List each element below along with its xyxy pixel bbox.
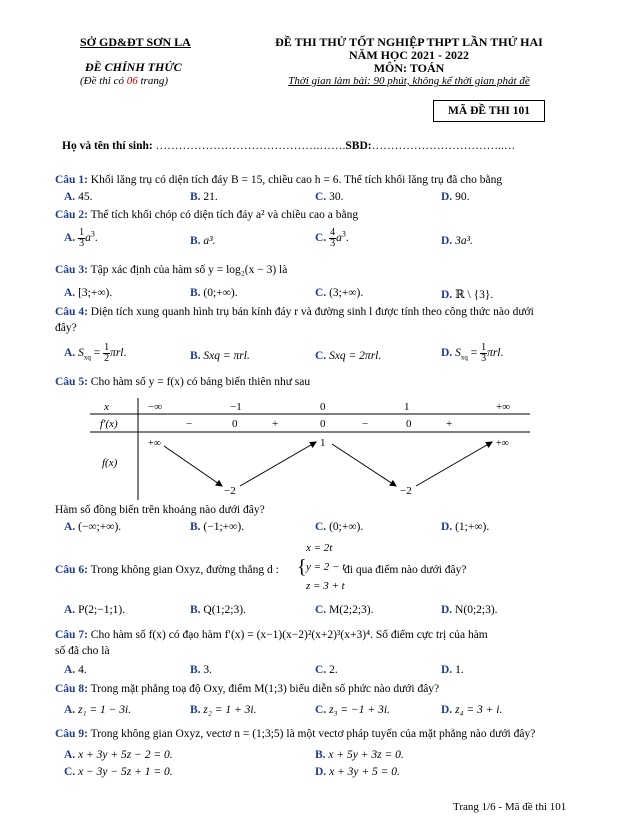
q5-option-c: C. (0;+∞). — [315, 521, 364, 533]
bbt-arrow-up-2 — [416, 442, 492, 486]
q7-option-a: A. 4. — [64, 664, 87, 676]
question-1: Câu 1: Khối lăng trụ có diện tích đáy B = 15, chiều cao h = 6. Thể tích khối lăng trụ đã cho bằng — [55, 174, 503, 186]
q3-option-a: A. [3;+∞). — [64, 287, 113, 299]
exam-code-box: MÃ ĐỀ THI 101 — [433, 100, 545, 122]
page-count: (Đề thi có 06 trang) — [80, 75, 168, 87]
q3-option-c: C. (3;+∞). — [315, 287, 364, 299]
exam-duration: Thời gian làm bài: 90 phút, không kể thời gian phát đề — [288, 75, 530, 87]
bbt-f-label: f(x) — [102, 457, 118, 469]
bbt-x2: 0 — [320, 401, 326, 413]
bbt-f3: −2 — [400, 485, 412, 497]
q9-option-a: A. x + 3y + 5z − 2 = 0. — [64, 749, 173, 761]
q2-option-b: B. a³. — [190, 235, 216, 247]
bbt-sign-4: − — [362, 418, 369, 430]
question-5-ask: Hàm số đồng biến trên khoảng nào dưới đây? — [55, 504, 265, 516]
bbt-x4: +∞ — [496, 401, 511, 413]
bbt-x3: 1 — [404, 401, 410, 413]
system-eq-1: x = 2t — [306, 542, 333, 554]
q2-option-c: C. $\frac{4}{3}$ $a^3$. — [315, 227, 349, 249]
bbt-f4: +∞ — [496, 438, 509, 449]
system-brace: { — [297, 556, 307, 578]
question-8: Câu 8: Trong mặt phẳng toạ độ Oxy, điểm M(1;3) biểu diễn số phức nào dưới đây? — [55, 683, 440, 695]
question-7: Câu 7: Cho hàm số f(x) có đạo hàm f′(x) = (x−1)(x−2)²(x+2)³(x+3)⁴. Số điểm cực trị của hàm — [55, 629, 488, 641]
q1-option-d: D. 90. — [441, 191, 470, 203]
bbt-sign-6: + — [446, 418, 453, 430]
bbt-fp-label: f′(x) — [100, 418, 118, 430]
question-6-tail: đi qua điểm nào dưới đây? — [344, 564, 467, 576]
bbt-x0: −∞ — [148, 401, 163, 413]
system-eq-2: y = 2 − t — [306, 561, 346, 573]
bbt-sign-2: + — [272, 418, 279, 430]
bbt-x1: −1 — [230, 401, 242, 413]
q2-option-d: D. 3a³. — [441, 235, 473, 247]
bbt-f0: +∞ — [148, 438, 161, 449]
q9-option-b: B. x + 5y + 3z = 0. — [315, 749, 404, 761]
q4-option-a: A. $S_{xq}$ = $\frac{1}{2}$ πrl. — [64, 342, 127, 364]
q7-option-c: C. 2. — [315, 664, 338, 676]
question-4: Câu 4: Diện tích xung quanh hình trụ bán kính đáy r và đường sinh l được tính theo công thức nào dưới — [55, 306, 534, 318]
q8-option-d: D. z₄ = 3 + i. — [441, 704, 503, 716]
question-5: Câu 5: Cho hàm số y = f(x) có bảng biến thiên như sau — [55, 376, 311, 388]
q1-option-a: A. 45. — [64, 191, 93, 203]
bbt-sign-5: 0 — [406, 418, 412, 430]
q6-option-a: A. P(2;−1;1). — [64, 604, 126, 616]
q6-option-b: B. Q(1;2;3). — [190, 604, 246, 616]
bbt-sign-1: 0 — [232, 418, 238, 430]
system-eq-3: z = 3 + t — [306, 580, 345, 592]
bbt-sign-3: 0 — [320, 418, 326, 430]
q8-option-a: A. z₁ = 1 − 3i. — [64, 704, 132, 716]
q4-option-b: B. Sxq = πrl. — [190, 350, 250, 362]
question-6: Câu 6: Trong không gian Oxyz, đường thẳng d : — [55, 564, 279, 576]
q5-option-b: B. (−1;+∞). — [190, 521, 245, 533]
q5-option-a: A. (−∞;+∞). — [64, 521, 122, 533]
official-label: ĐỀ CHÍNH THỨC — [85, 60, 182, 74]
q9-option-d: D. x + 3y + 5 = 0. — [315, 766, 400, 778]
question-2: Câu 2: Thể tích khối chóp có diện tích đáy a² và chiều cao a bằng — [55, 209, 359, 221]
page-footer: Trang 1/6 - Mã đề thi 101 — [453, 801, 567, 813]
q9-option-c: C. x − 3y − 5z + 1 = 0. — [64, 766, 173, 778]
q2-option-a: A. $\frac{1}{3}$ $a^3$. — [64, 227, 98, 249]
q7-option-d: D. 1. — [441, 664, 464, 676]
q6-option-d: D. N(0;2;3). — [441, 604, 498, 616]
q8-option-c: C. z₃ = −1 + 3i. — [315, 704, 390, 716]
q1-option-b: B. 21. — [190, 191, 218, 203]
bbt-f2: 1 — [320, 437, 326, 449]
exam-title: ĐỀ THI THỬ TỐT NGHIỆP THPT LẦN THỨ HAI — [275, 35, 543, 49]
school-year: NĂM HỌC 2021 - 2022 — [349, 48, 469, 62]
q7-option-b: B. 3. — [190, 664, 213, 676]
bbt-x-label: x — [104, 401, 109, 413]
q4-option-c: C. Sxq = 2πrl. — [315, 350, 382, 362]
variation-table — [90, 398, 530, 500]
bbt-arrow-down-1 — [164, 446, 222, 486]
q8-option-b: B. z₂ = 1 + 3i. — [190, 704, 257, 716]
question-9: Câu 9: Trong không gian Oxyz, vectơ n = (1;3;5) là một vectơ pháp tuyến của mặt phẳng nào dưới đây? — [55, 728, 536, 740]
candidate-line: Họ và tên thí sinh: …………………………………….…….SBD:……………………………..… — [62, 140, 516, 152]
bbt-f1: −2 — [224, 485, 236, 497]
department-name: SỞ GD&ĐT SƠN LA — [80, 35, 191, 49]
bbt-arrow-up-1 — [240, 442, 316, 486]
q4-option-d: D. $S_{xq}$ = $\frac{1}{3}$ πrl. — [441, 342, 504, 364]
bbt-arrow-down-2 — [332, 444, 396, 486]
q3-option-d: D. ℝ \ {3}. — [441, 289, 494, 301]
question-7-cont: số đã cho là — [55, 645, 110, 657]
q3-option-b: B. (0;+∞). — [190, 287, 238, 299]
bbt-sign-0: − — [186, 418, 193, 430]
subject: MÔN: TOÁN — [373, 61, 445, 75]
q1-option-c: C. 30. — [315, 191, 344, 203]
question-3: Câu 3: Tập xác định của hàm số y = log₂(x − 3) là — [55, 264, 288, 276]
question-4-cont: đây? — [55, 322, 77, 334]
q6-option-c: C. M(2;2;3). — [315, 604, 374, 616]
q5-option-d: D. (1;+∞). — [441, 521, 490, 533]
